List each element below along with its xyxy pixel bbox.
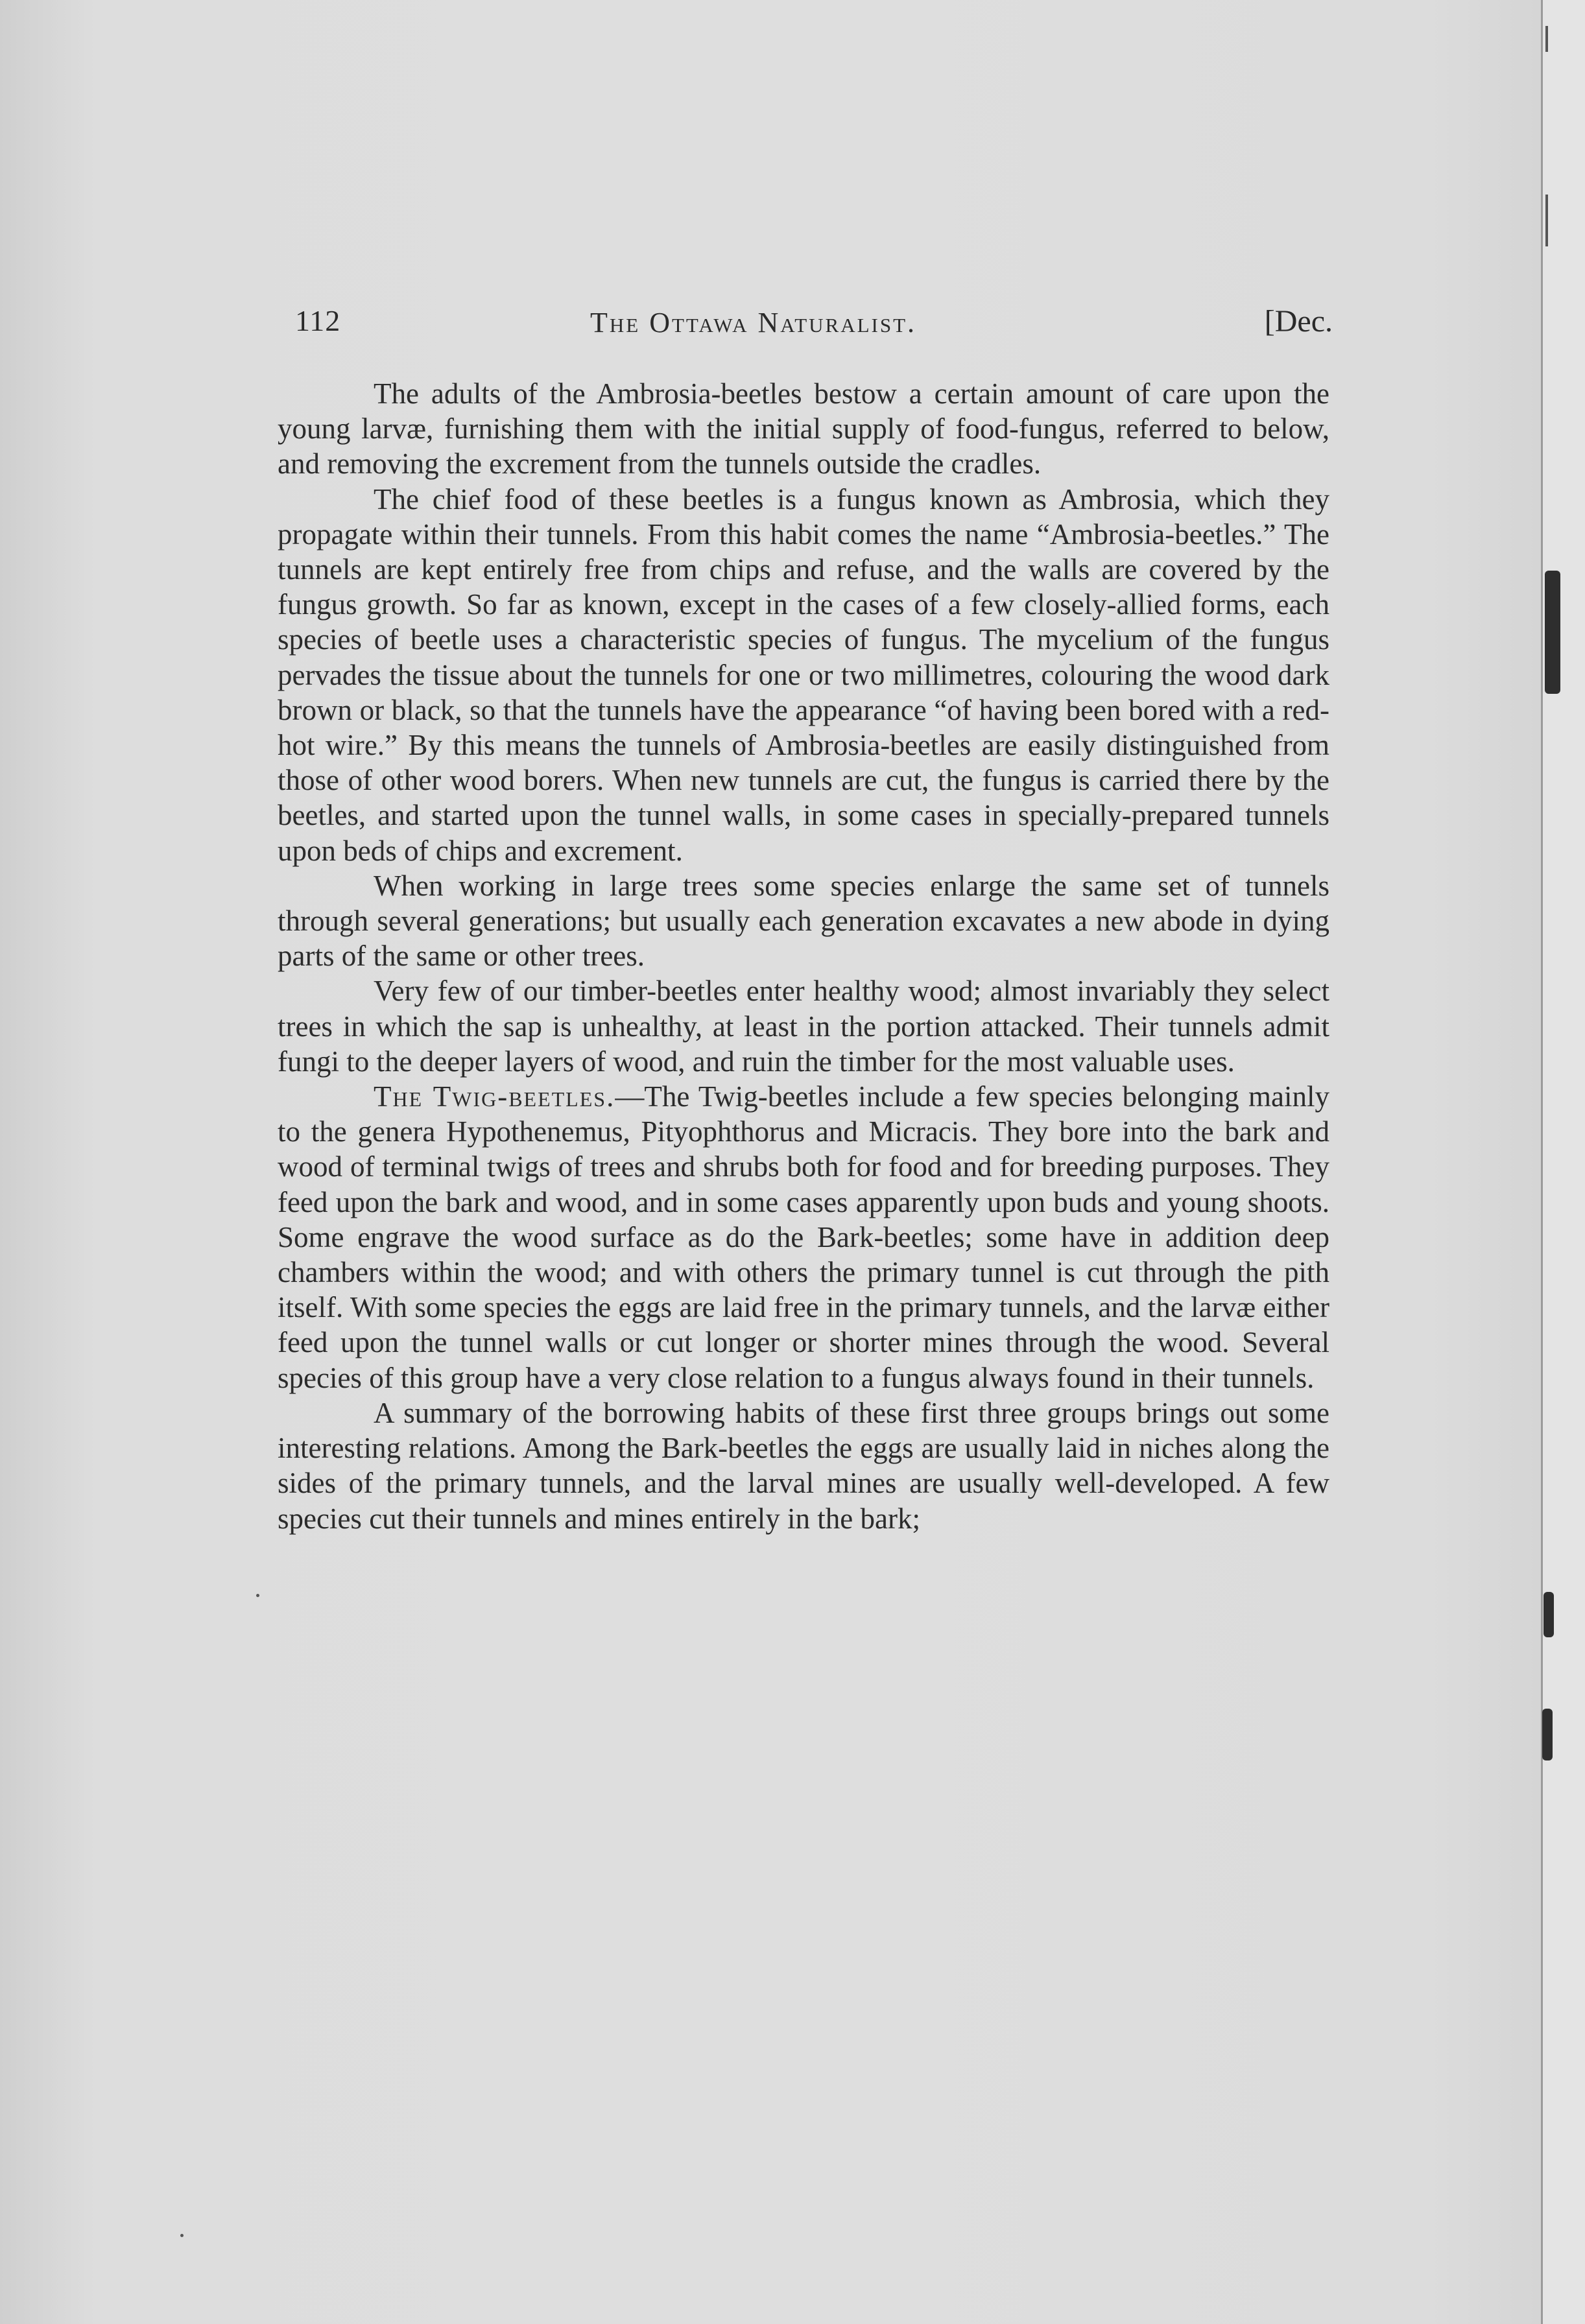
edge-mark — [1545, 26, 1548, 52]
adjacent-page-edge — [1541, 0, 1585, 2324]
body-text — [278, 376, 1329, 1536]
margin-ink-mark — [1545, 571, 1560, 694]
page-number: 112 — [295, 304, 341, 337]
paragraph: When working in large trees some species enlarge the same set of tunnels through several generations; but usually each generation excavates a new abode in dying parts of the same or other trees. — [278, 869, 1329, 973]
scan-speck — [180, 2234, 184, 2237]
paragraph: The adults of the Ambrosia-beetles bestow a certain amount of care upon the young larvæ, furnishing them with the initial supply of food-fungus, referred to below, and removing the excrement from the tunnels outside the cradles. — [278, 377, 1329, 480]
paragraph: A summary of the borrowing habits of these first three groups brings out some interesting relations. Among the Bark-beetles the eggs are usually laid in niches along the sides of the primary tunnels, and the larval mines are usually well-developed. A few species cut their tunnels and mines entirely in the bark; — [278, 1396, 1329, 1535]
edge-mark — [1545, 195, 1548, 246]
journal-title: The Ottawa Naturalist. — [590, 307, 917, 338]
issue-mark: [Dec. — [1264, 304, 1333, 338]
paragraph: Very few of our timber-beetles enter healthy wood; almost invariably they select trees in which the sap is unhealthy, at least in the portion attacked. Their tunnels admit fungi to the deeper layers of wood, and ruin the timber for the most valuable uses. — [278, 975, 1329, 1078]
running-head — [295, 303, 1333, 349]
section-text: —The Twig-beetles include a few species belonging mainly to the genera Hypothenemus, Pityophthorus and Micracis. They bore into the bark and wood of terminal twigs of trees and shrubs both for food and for breeding purposes. They feed upon the bark and wood, and in some cases apparently upon buds and young shoots. Some engrave the wood surface as do the Bark-beetles; some have in addition deep chambers within the wood; and with others the primary tunnel is cut through the pith itself. With some species the eggs are laid free in the primary tunnels, and the larvæ either feed upon the tunnel walls or cut longer or shorter mines through the wood. Several species of this group have a very close relation to a fungus always found in their tunnels. — [278, 1080, 1329, 1394]
margin-ink-mark — [1542, 1709, 1553, 1761]
margin-ink-mark — [1543, 1592, 1554, 1637]
paragraph-twig-beetles — [278, 1079, 1329, 1395]
section-heading: The Twig-beetles. — [374, 1080, 615, 1113]
paragraph: The chief food of these beetles is a fungus known as Ambrosia, which they propagate within their tunnels. From this habit comes the name “Ambrosia-beetles.” The tunnels are kept entirely free from chips and refuse, and the walls are covered by the fungus growth. So far as known, except in the cases of a few closely-allied forms, each species of beetle uses a characteristic species of fungus. The mycelium of the fungus pervades the tissue about the tunnels for one or two millimetres, colouring the wood dark brown or black, so that the tunnels have the appearance “of having been bored with a red-hot wire.” By this means the tunnels of Ambrosia-beetles are easily distinguished from those of other wood borers. When new tunnels are cut, the fungus is carried there by the beetles, and started upon the tunnel walls, in some cases in specially-prepared tunnels upon beds of chips and excrement. — [278, 482, 1329, 867]
scan-speck — [256, 1594, 259, 1597]
